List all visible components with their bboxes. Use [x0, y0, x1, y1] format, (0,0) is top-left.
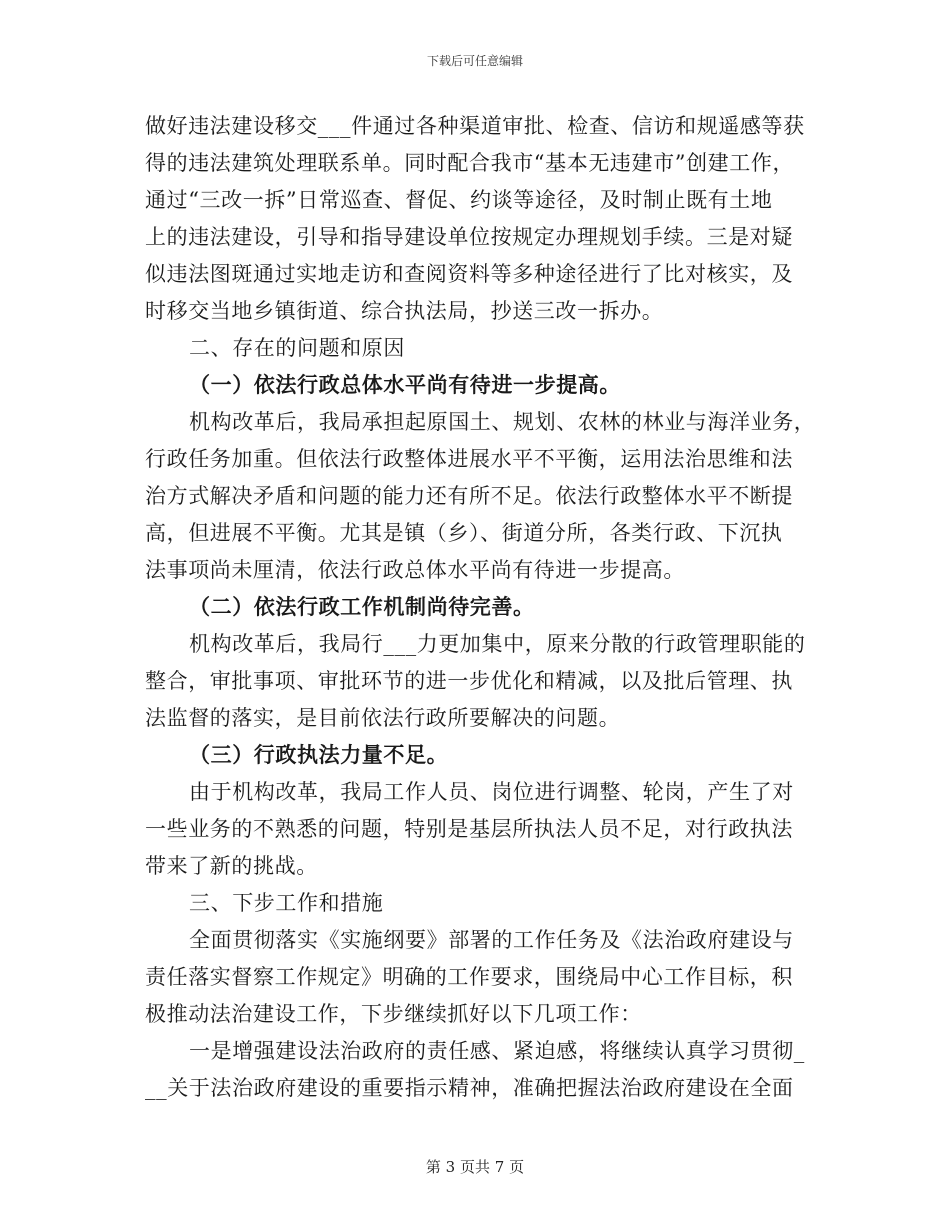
- body-line: 由于机构改革，我局工作人员、岗位进行调整、轮岗，产生了对: [189, 780, 794, 804]
- body-line: 机构改革后，我局承担起原国土、规划、农林的林业与海洋业务，: [189, 410, 816, 434]
- body-line: 机构改革后，我局行___力更加集中，原来分散的行政管理职能的: [189, 632, 806, 656]
- section-heading: 二、存在的问题和原因: [189, 336, 405, 360]
- page-header: 下载后可任意编辑: [426, 54, 523, 68]
- body-line: 一些业务的不熟悉的问题，特别是基层所执法人员不足，对行政执法: [145, 817, 793, 841]
- body-line: 行政任务加重。但依法行政整体进展水平不平衡，运用法治思维和法: [145, 447, 793, 471]
- body-line: __关于法治政府建设的重要指示精神，准确把握法治政府建设在全面: [145, 1076, 794, 1100]
- subsection-heading: （二）依法行政工作机制尚待完善。: [189, 594, 535, 619]
- body-line: 极推动法治建设工作，下步继续抓好以下几项工作：: [145, 1002, 642, 1026]
- body-line: 得的违法建筑处理联系单。同时配合我市“基本无违建市”创建工作，: [145, 151, 795, 175]
- body-line: 通过“三改一拆”日常巡查、督促、约谈等途径，及时制止既有土地: [145, 188, 773, 212]
- body-line: 做好违法建设移交___件通过各种渠道审批、检查、信访和规遥感等获: [145, 114, 805, 138]
- body-line: 整合，审批事项、审批环节的进一步优化和精减，以及批后管理、执: [145, 669, 793, 693]
- body-line: 治方式解决矛盾和问题的能力还有所不足。依法行政整体水平不断提: [145, 484, 793, 508]
- subsection-heading: （一）依法行政总体水平尚有待进一步提高。: [189, 372, 621, 397]
- body-line: 全面贯彻落实《实施纲要》部署的工作任务及《法治政府建设与: [189, 928, 794, 952]
- body-line: 法事项尚未厘清，依法行政总体水平尚有待进一步提高。: [145, 558, 685, 582]
- subsection-heading: （三）行政执法力量不足。: [189, 742, 449, 767]
- section-heading: 三、下步工作和措施: [189, 891, 384, 915]
- body-line: 似违法图斑通过实地走访和查阅资料等多种途径进行了比对核实，及: [145, 262, 793, 286]
- body-line: 法监督的落实，是目前依法行政所要解决的问题。: [145, 706, 621, 730]
- body-line: 时移交当地乡镇街道、综合执法局，抄送三改一拆办。: [145, 299, 664, 323]
- page-number: 第 3 页共 7 页: [425, 1158, 525, 1176]
- body-line: 一是增强建设法治政府的责任感、紧迫感，将继续认真学习贯彻_: [189, 1039, 805, 1063]
- body-line: 带来了新的挑战。: [145, 854, 318, 878]
- body-line: 责任落实督察工作规定》明确的工作要求，围绕局中心工作目标，积: [145, 965, 793, 989]
- body-line: 上的违法建设，引导和指导建设单位按规定办理规划手续。三是对疑: [145, 225, 793, 249]
- body-line: 高，但进展不平衡。尤其是镇（乡）、街道分所，各类行政、下沉执: [145, 521, 783, 545]
